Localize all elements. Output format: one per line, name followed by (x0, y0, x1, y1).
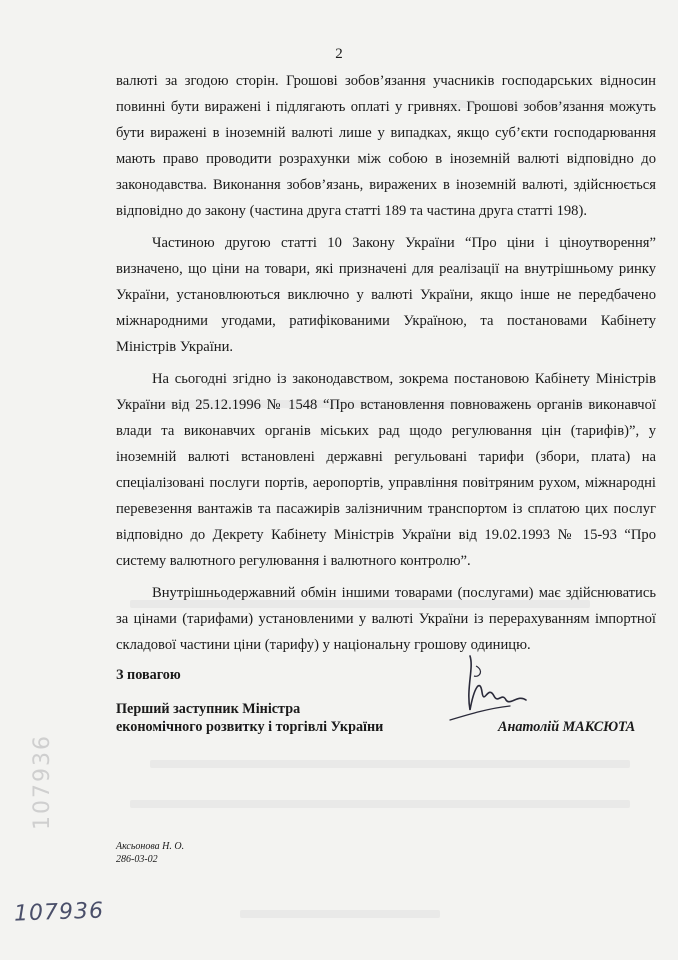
regards-line: З повагою (116, 667, 181, 683)
bleed-through-mark (130, 800, 630, 808)
position-line-2: економічного розвитку і торгівлі України (116, 719, 384, 735)
letter-body (116, 68, 656, 664)
executor-info (116, 840, 184, 866)
page-number: 2 (335, 46, 343, 62)
executor-phone: 286-03-02 (116, 854, 158, 865)
signer-name: Анатолій МАКСЮТА (498, 719, 636, 735)
handwritten-signature (440, 648, 550, 728)
side-stamp-number: 107936 (30, 734, 55, 830)
position-line-1: Перший заступник Міністра (116, 701, 301, 717)
bleed-through-mark (150, 760, 630, 768)
paragraph: валюті за згодою сторін. Грошові зобов’язання учасників господарських відносин повинні бути виражені і підлягають оплаті у гривнях. Грошові зобов’язання можуть бути виражені в іноземній валюті лише у випадках, якщо суб’єкти господарювання мають право проводити розрахунки між собою в іноземній валюті відповідно до законодавства. Виконання зобов’язань, виражених в іноземній валюті, здійснюється відповідно до закону (частина друга статті 189 та частина друга статті 198). (116, 73, 656, 219)
executor-name: Аксьонова Н. О. (116, 841, 185, 852)
paragraph: На сьогодні згідно із законодавством, зокрема постановою Кабінету Міністрів України від 25.12.1996 № 1548 “Про встановлення повноважень органів виконавчої влади та виконавчих органів міських рад щодо регулювання цін (тарифів)”, у іноземній валюті встановлені державні регульовані тарифи (збори, плата) на спеціалізовані послуги портів, аеропортів, управління повітряним рухом, міжнародні перевезення вантажів та пасажирів залізничним транспортом із сплатою цих послуг відповідно до Декрету Кабінету Міністрів України від 19.02.1993 № 15-93 “Про систему валютного регулювання і валютного контролю”. (116, 371, 656, 569)
paragraph: Частиною другою статті 10 Закону України “Про ціни і ціноутворення” визначено, що ціни на товари, які призначені для реалізації на внутрішньому ринку України, установлюються виключно у валюті України, якщо інше не передбачено міжнародними угодами, ратифікованими Україною, та постановами Кабінету Міністрів України. (116, 235, 656, 355)
paragraph: Внутрішньодержавний обмін іншими товарами (послугами) має здійснюватись за цінами (тарифами) установленими у валюті України із перерахуванням імпортної складової частини ціни (тарифу) у національну грошову одиницю. (116, 585, 656, 653)
handwritten-registration-number: 107936 (13, 898, 105, 927)
bleed-through-mark (240, 910, 440, 918)
